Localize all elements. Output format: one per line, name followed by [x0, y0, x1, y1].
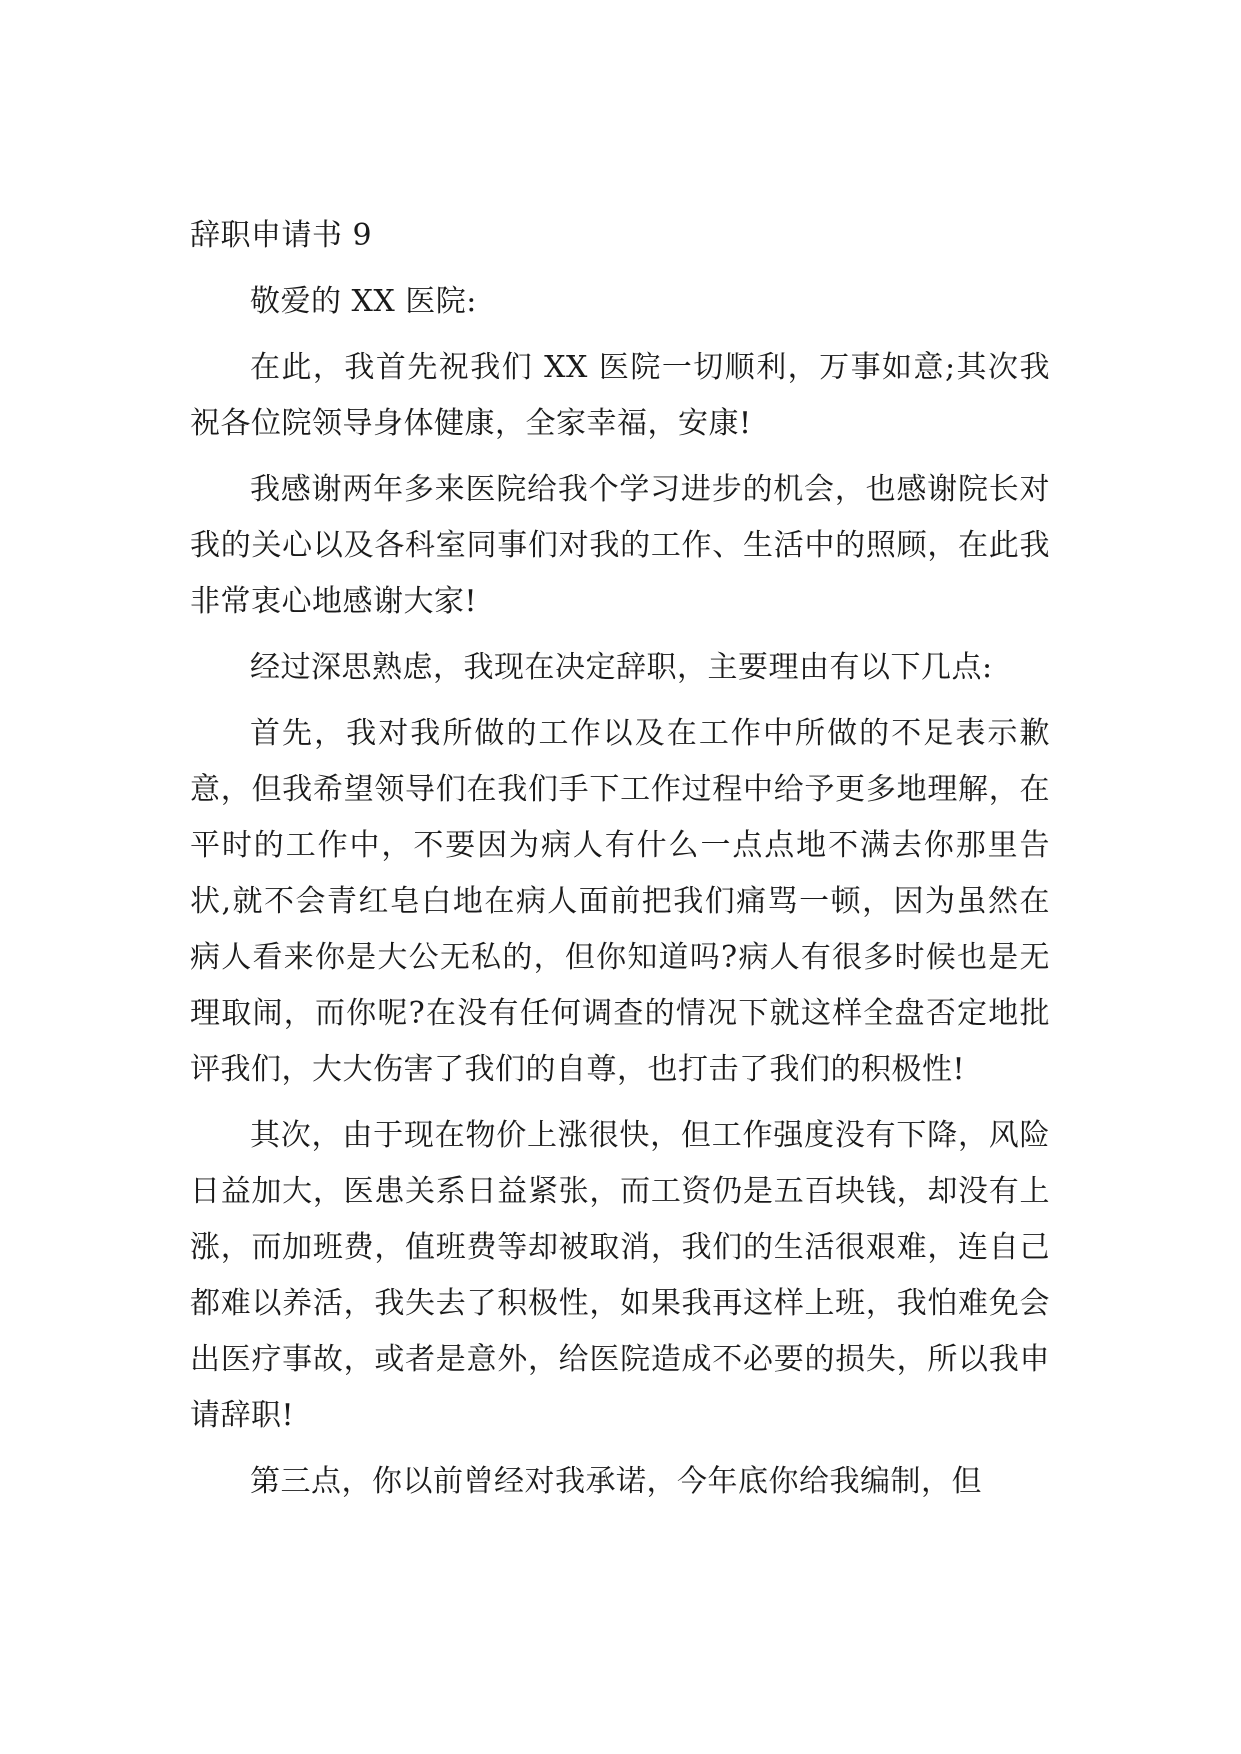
document-title: 辞职申请书 9 [190, 218, 373, 253]
paragraph-thanks: 我感谢两年多来医院给我个学习进步的机会，也感谢院长对我的关心以及各科室同事们对我的工作、生活中的照顾，在此我非常衷心地感谢大家! [190, 472, 1050, 619]
salutation: 敬爱的 XX 医院: [250, 284, 477, 319]
paragraph-reason-second: 其次，由于现在物价上涨很快，但工作强度没有下降，风险日益加大，医患关系日益紧张，而工资仍是五百块钱，却没有上涨，而加班费，值班费等却被取消，我们的生活很艰难，连自己都难以养活，我失去了积极性，如果我再这样上班，我怕难免会出医疗事故，或者是意外，给医院造成不必要的损失，所以我申请辞职! [190, 1118, 1050, 1433]
document-body [190, 208, 1050, 1520]
paragraph-reason-first: 首先，我对我所做的工作以及在工作中所做的不足表示歉意，但我希望领导们在我们手下工作过程中给予更多地理解，在平时的工作中，不要因为病人有什么一点点地不满去你那里告状,就不会青红皂白地在病人面前把我们痛骂一顿，因为虽然在病人看来你是大公无私的，但你知道吗?病人有很多时候也是无理取闹，而你呢?在没有任何调查的情况下就这样全盘否定地批评我们，大大伤害了我们的自尊，也打击了我们的积极性! [190, 716, 1050, 1087]
paragraph-greeting: 在此，我首先祝我们 XX 医院一切顺利，万事如意;其次我祝各位院领导身体健康，全家幸福，安康! [190, 350, 1050, 441]
paragraph-decision: 经过深思熟虑，我现在决定辞职，主要理由有以下几点: [250, 650, 993, 685]
paragraph-reason-third: 第三点，你以前曾经对我承诺，今年底你给我编制，但 [250, 1464, 982, 1499]
